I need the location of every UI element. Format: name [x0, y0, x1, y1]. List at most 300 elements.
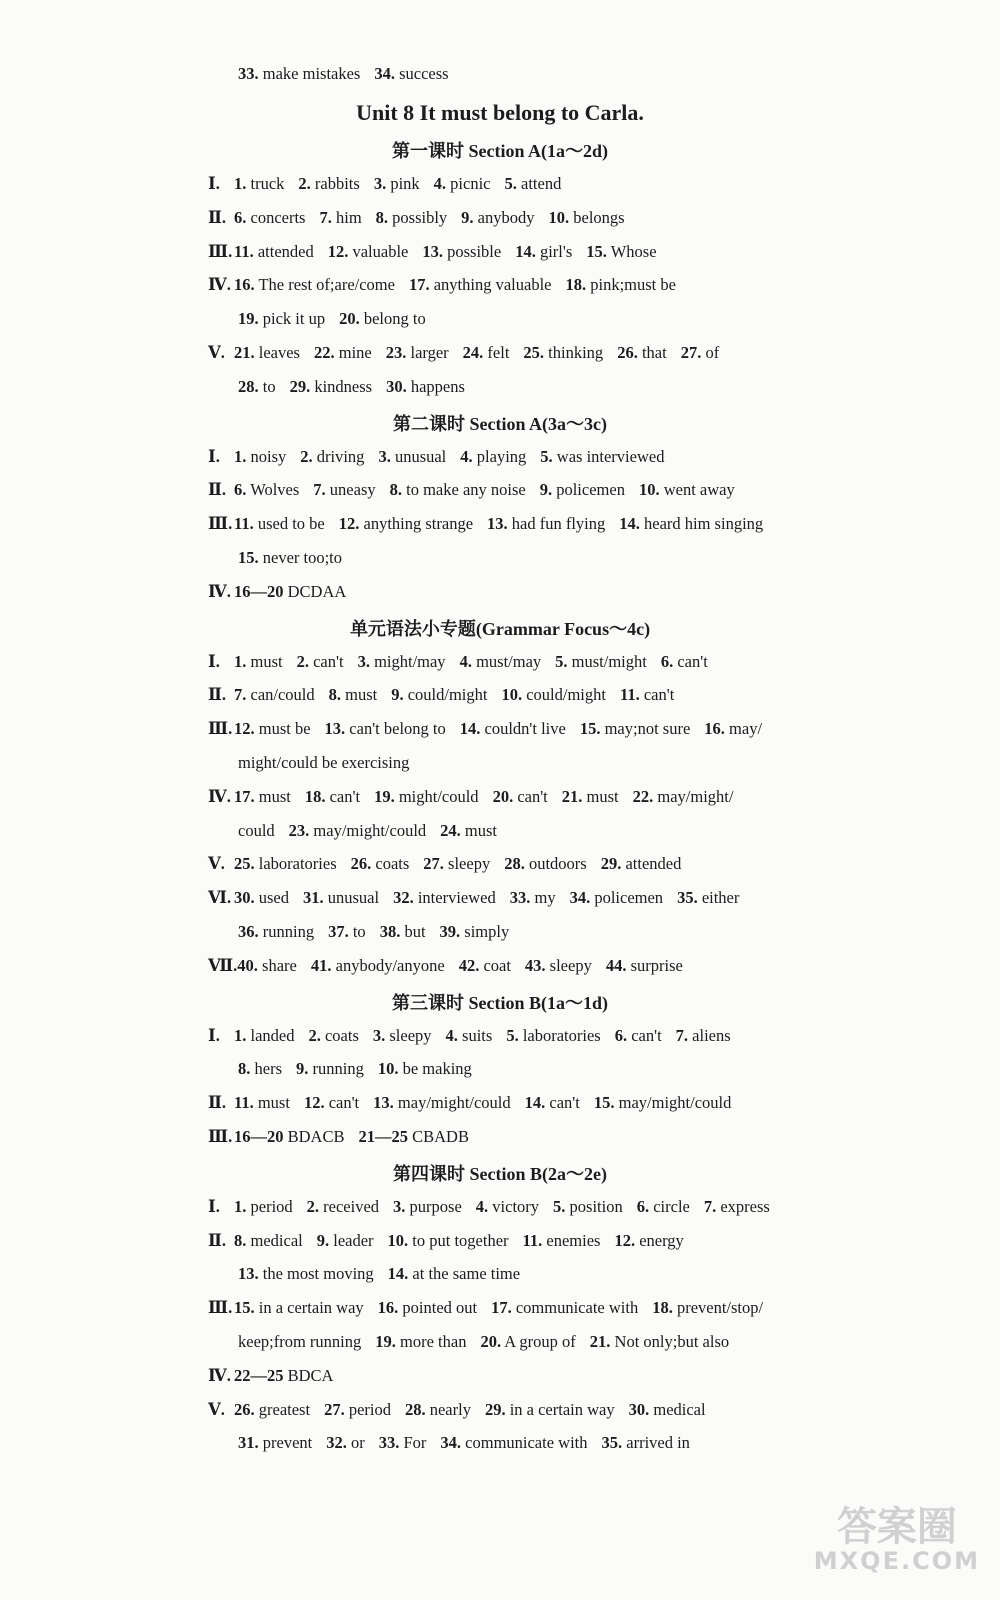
answer-item [586, 242, 656, 261]
answer-item [677, 888, 739, 907]
answer-text: pick it up [262, 309, 326, 329]
answer-item [234, 1127, 344, 1146]
answer-item [460, 652, 542, 671]
answer-item [328, 922, 366, 941]
answer-number: 22. [632, 786, 654, 806]
answer-number: 8. [234, 1230, 247, 1250]
answer-text: possible [447, 241, 502, 261]
answer-text: must [257, 1093, 290, 1113]
answer-number: 29. [484, 1399, 506, 1419]
answer-number: 4. [433, 174, 447, 193]
answer-item [504, 854, 587, 873]
section-heading: 第一课时 Section A(1a～2d) [392, 141, 608, 161]
roman-numeral: Ⅰ. [208, 1196, 220, 1216]
answer-text: couldn't live [484, 719, 566, 739]
answer-text: success [399, 64, 449, 83]
answer-text: make mistakes [262, 64, 361, 83]
answer-text: mine [338, 343, 372, 362]
answer-item [510, 888, 556, 907]
answer-number: 26. [350, 854, 372, 874]
answer-row [208, 888, 868, 908]
answer-item [351, 854, 410, 873]
answer-number: 9. [296, 1059, 309, 1079]
answer-number: 15. [586, 241, 607, 261]
answer-text: my [534, 888, 556, 908]
answer-text: unusual [394, 446, 447, 466]
answer-number: 20. [339, 309, 360, 329]
answer-item [562, 787, 619, 806]
answer-text: BDCA [287, 1365, 334, 1385]
answer-number: 1. [234, 446, 247, 466]
roman-numeral: Ⅳ. [208, 1365, 231, 1385]
answer-text: must [345, 685, 378, 705]
answer-text: sleepy [448, 854, 491, 874]
answer-number: 27. [423, 854, 444, 874]
answer-text: larger [410, 343, 449, 362]
answer-item [391, 685, 487, 704]
answer-item [446, 1026, 493, 1045]
roman-numeral: Ⅰ. [208, 174, 220, 193]
answer-item [619, 514, 763, 533]
answer-text: anybody/anyone [335, 955, 445, 975]
answer-text: girl's [539, 241, 573, 261]
answer-number: 29. [289, 376, 311, 396]
answer-number: 16—20 [234, 1127, 284, 1146]
answer-item [375, 1332, 466, 1351]
answer-item [476, 1197, 539, 1216]
answer-number: 6. [234, 480, 247, 500]
answer-text: anybody [477, 207, 535, 227]
answer-row [208, 514, 868, 534]
answer-text: Whose [610, 241, 657, 261]
answer-number: 12. [614, 1230, 636, 1250]
answer-text: must [250, 651, 283, 671]
answer-row [208, 1231, 868, 1251]
answer-text: concerts [250, 207, 306, 227]
answer-row [208, 275, 868, 295]
answer-item [311, 956, 445, 975]
answer-text: valuable [352, 241, 409, 261]
answer-number: 15. [238, 548, 259, 567]
answer-item [314, 343, 372, 362]
answer-text: medical [250, 1230, 303, 1250]
answer-number: 2. [308, 1025, 321, 1045]
answer-text: medical [653, 1399, 706, 1419]
answer-number: 21. [589, 1332, 611, 1351]
answer-text: hers [254, 1059, 282, 1079]
answer-item [676, 1026, 731, 1045]
answer-text: sleepy [549, 955, 592, 975]
answer-item [303, 888, 379, 907]
answer-item [386, 343, 449, 362]
answer-item [297, 652, 344, 671]
answer-text: unusual [327, 888, 380, 908]
answer-item [319, 208, 361, 227]
answer-item [540, 480, 625, 499]
answer-item [388, 1264, 520, 1283]
answer-number: 19. [238, 309, 259, 329]
answer-text: policemen [594, 888, 664, 908]
answer-number: 28. [404, 1399, 426, 1419]
answer-number: 1. [234, 651, 247, 671]
answer-number: 10. [548, 207, 570, 227]
answer-item [234, 888, 289, 907]
answer-item [304, 1093, 359, 1112]
answer-row [238, 1332, 898, 1352]
answer-item [525, 956, 592, 975]
answer-number: 4. [475, 1196, 489, 1216]
answer-text: received [323, 1196, 380, 1216]
answer-item [328, 242, 409, 261]
answer-item [358, 652, 446, 671]
section-heading: 第四课时 Section B(2a～2e) [393, 1163, 607, 1184]
answer-text: belong to [363, 309, 426, 329]
answer-item [234, 1400, 310, 1419]
answer-number: 10. [638, 480, 660, 500]
answer-item [434, 174, 491, 193]
answer-item [339, 309, 426, 328]
answer-item [234, 582, 346, 601]
answer-item [374, 64, 448, 83]
answer-number: 29. [600, 854, 622, 874]
answer-text: aliens [692, 1025, 731, 1045]
answer-text: may/might/could [618, 1093, 732, 1113]
answer-item [238, 922, 314, 941]
answer-text: or [350, 1433, 365, 1453]
answer-number: 6. [660, 651, 674, 671]
answer-text: laboratories [258, 854, 337, 874]
watermark [813, 1504, 980, 1578]
section-heading: 第三课时 Section B(1a～1d) [392, 992, 608, 1013]
answer-item [374, 787, 479, 806]
answer-text: could/might [407, 685, 488, 705]
answer-number: 27. [324, 1399, 345, 1419]
answer-number: 42. [458, 955, 480, 975]
answer-row [238, 922, 898, 942]
answer-item [234, 1366, 333, 1385]
answer-text: nearly [429, 1399, 471, 1419]
answer-number: 13. [373, 1093, 394, 1113]
answer-item [238, 377, 276, 396]
answer-row [238, 309, 898, 329]
answer-text: can't [328, 1093, 360, 1113]
answer-item [234, 208, 305, 227]
answer-number: 7. [234, 685, 247, 705]
answer-number: 7. [313, 480, 326, 500]
answer-text: driving [316, 446, 365, 466]
answer-item [234, 514, 325, 533]
roman-numeral: Ⅲ. [208, 719, 233, 739]
answer-item [238, 64, 360, 83]
answer-item [540, 447, 664, 466]
answer-text: happens [410, 376, 465, 396]
answer-text: at the same time [412, 1264, 521, 1284]
answer-item [393, 888, 496, 907]
answer-text: might/could be exercising [238, 753, 410, 772]
answer-number: 38. [379, 922, 401, 941]
answer-item [570, 888, 663, 907]
section-heading: 第二课时 Section A(3a～3c) [393, 413, 607, 434]
answer-number: 18. [304, 786, 326, 806]
answer-item [565, 275, 675, 294]
answer-number: 1. [234, 1025, 247, 1045]
answer-number: 37. [328, 922, 349, 941]
answer-text: was interviewed [556, 446, 665, 466]
answer-number: 7. [703, 1196, 717, 1216]
answer-text: could [238, 820, 275, 840]
answer-item [378, 1298, 477, 1317]
answer-number: 10. [501, 685, 523, 705]
answer-item [440, 922, 510, 941]
answer-number: 25. [523, 343, 545, 362]
answer-text: possibly [392, 207, 448, 227]
answer-text: him [335, 207, 362, 227]
answer-text: greatest [258, 1399, 311, 1419]
answer-number: 20. [480, 1332, 502, 1351]
answer-row [238, 1433, 898, 1453]
answer-item [639, 480, 735, 499]
answer-text: policemen [556, 480, 625, 500]
answer-item [590, 1332, 729, 1351]
answer-item [405, 1400, 471, 1419]
answer-text: coat [483, 955, 511, 975]
answer-number: 28. [504, 854, 525, 874]
answer-text: For [403, 1433, 427, 1453]
answer-number: 11. [619, 685, 640, 705]
answer-text: prevent [262, 1433, 313, 1453]
answer-text: can't [329, 786, 361, 806]
answer-text: pink;must be [590, 275, 676, 295]
answer-number: 21—25 [358, 1127, 408, 1146]
answer-item [463, 343, 510, 362]
answer-text: more than [400, 1332, 467, 1351]
answer-item [615, 1026, 662, 1045]
answer-item [380, 922, 426, 941]
answer-number: 15. [593, 1093, 615, 1113]
answer-item [652, 1298, 763, 1317]
answer-number: 8. [328, 685, 342, 705]
answer-number: 8. [389, 480, 402, 500]
answer-text: can't [549, 1093, 580, 1113]
roman-numeral: Ⅳ. [208, 786, 231, 806]
answer-item [234, 174, 284, 193]
answer-text: Not only;but also [614, 1332, 730, 1351]
answer-item [234, 854, 337, 873]
answer-number: 2. [296, 651, 309, 671]
answer-item [461, 208, 534, 227]
answer-item [326, 1433, 365, 1452]
answer-text: may;not sure [604, 719, 691, 739]
answer-text: that [641, 343, 667, 362]
answer-number: 16. [704, 719, 725, 739]
roman-numeral: Ⅱ. [208, 1093, 227, 1113]
answer-item [234, 787, 291, 806]
answer-row [208, 343, 868, 363]
answer-number: 16. [234, 275, 255, 295]
answer-item [317, 1231, 374, 1250]
answer-number: 2. [306, 1196, 320, 1216]
answer-number: 14. [459, 719, 481, 739]
answer-number: 3. [378, 446, 391, 466]
answer-number: 19. [374, 786, 395, 806]
answer-number: 28. [238, 376, 259, 396]
answer-item [505, 174, 562, 193]
answer-text: simply [464, 922, 510, 941]
answer-text: pointed out [402, 1298, 478, 1318]
answer-row [208, 242, 868, 262]
answer-text: must [258, 786, 291, 806]
answer-number: 11. [234, 514, 254, 534]
answer-item [661, 652, 708, 671]
answer-text: anything strange [363, 514, 474, 534]
roman-numeral: Ⅲ. [208, 514, 233, 534]
section-heading: 单元语法小专题(Grammar Focus～4c) [349, 618, 651, 639]
answer-text: in a certain way [509, 1399, 615, 1419]
answer-text: belongs [573, 207, 625, 227]
answer-number: 30. [386, 376, 407, 396]
answer-item [238, 821, 275, 840]
answer-number: 17. [491, 1298, 512, 1318]
answer-text: coats [375, 854, 410, 874]
answer-text: running [262, 922, 315, 941]
answer-row [208, 1127, 868, 1147]
answer-number: 8. [375, 207, 389, 227]
answer-number: 1. [234, 174, 247, 193]
answer-item [238, 548, 342, 567]
answer-item [305, 787, 360, 806]
roman-numeral: Ⅶ. [208, 955, 238, 975]
answer-row [238, 821, 898, 841]
answer-item [234, 275, 395, 294]
answer-text: CBADB [412, 1127, 469, 1146]
answer-text: BDACB [287, 1127, 345, 1146]
answer-text: must/may [476, 651, 542, 671]
answer-number: 26. [234, 1399, 255, 1419]
answer-number: 30. [234, 888, 255, 908]
answer-item [234, 343, 300, 362]
answer-number: 22—25 [234, 1365, 284, 1385]
answer-item [238, 1264, 374, 1283]
answer-item [620, 685, 674, 704]
answer-item [298, 174, 359, 193]
answer-row [208, 719, 868, 739]
answer-item [422, 242, 501, 261]
answer-item [234, 242, 314, 261]
answer-text: might/could [398, 786, 479, 806]
answer-number: 14. [387, 1264, 409, 1284]
answer-item [289, 821, 427, 840]
answer-text: share [262, 955, 297, 975]
answer-number: 44. [605, 955, 627, 975]
answer-item [460, 719, 566, 738]
answer-number: 15. [234, 1298, 255, 1318]
answer-row [208, 447, 868, 467]
answer-text: heard him singing [644, 514, 764, 534]
answer-number: 35. [677, 888, 698, 908]
answer-item [234, 447, 286, 466]
answer-number: 5. [555, 651, 568, 671]
answer-item [324, 1400, 391, 1419]
answer-item [487, 514, 605, 533]
roman-numeral: Ⅰ. [208, 1025, 220, 1045]
answer-text: sleepy [389, 1025, 432, 1045]
answer-text: DCDAA [287, 581, 347, 601]
answer-item [307, 1197, 379, 1216]
roman-numeral: Ⅲ. [208, 241, 233, 261]
answer-number: 4. [460, 446, 473, 466]
answer-number: 21. [234, 343, 255, 362]
answer-number: 23. [288, 820, 310, 840]
answer-row [208, 174, 868, 194]
answer-item [386, 377, 465, 396]
answer-item [234, 1197, 293, 1216]
answer-number: 17. [234, 786, 255, 806]
answer-item [329, 685, 378, 704]
answer-number: 6. [636, 1196, 650, 1216]
answer-text: to make any noise [406, 480, 526, 500]
answer-item [373, 1093, 511, 1112]
answer-text: can't [313, 651, 344, 671]
answer-row [208, 1093, 868, 1113]
answer-item [296, 1059, 364, 1078]
answer-number: 20. [492, 786, 514, 806]
answer-number: 9. [316, 1230, 330, 1250]
answer-text: but [404, 922, 426, 941]
answer-text: used [258, 888, 289, 908]
answer-text: may/might/could [313, 820, 427, 840]
answer-item [234, 1093, 290, 1112]
answer-number: 36. [238, 922, 259, 941]
answer-item [339, 514, 473, 533]
answer-row [208, 582, 868, 602]
answer-number: 12. [234, 719, 255, 739]
answer-item [617, 343, 667, 362]
answer-item [523, 343, 603, 362]
answer-number: 23. [385, 343, 407, 362]
answer-item [704, 719, 762, 738]
answer-item [234, 685, 315, 704]
answer-row [208, 208, 868, 228]
answer-text: to [352, 922, 366, 941]
answer-number: 18. [565, 275, 587, 295]
answer-number: 34. [374, 64, 395, 83]
answer-item [234, 1231, 303, 1250]
answer-item [515, 242, 572, 261]
answer-item [681, 343, 720, 362]
answer-item [423, 854, 490, 873]
answer-number: 21. [561, 786, 583, 806]
answer-text: circle [653, 1196, 690, 1216]
answer-text: attended [625, 854, 682, 874]
roman-numeral: Ⅰ. [208, 651, 220, 671]
answer-text: anything valuable [433, 275, 552, 295]
answer-number: 34. [569, 888, 591, 908]
answer-item [501, 685, 606, 704]
answer-number: 4. [445, 1025, 458, 1045]
answer-number: 11. [234, 1093, 254, 1113]
answer-number: 13. [324, 719, 346, 739]
answer-number: 30. [628, 1399, 650, 1419]
answer-number: 13. [238, 1264, 259, 1284]
answer-item [378, 1059, 472, 1078]
answer-text: playing [476, 446, 527, 466]
answer-row [208, 854, 868, 874]
answer-number: 9. [539, 480, 553, 500]
roman-numeral: Ⅱ. [208, 1230, 227, 1250]
answer-text: communicate with [465, 1433, 588, 1453]
answer-item [601, 854, 682, 873]
answer-item [238, 1332, 361, 1351]
